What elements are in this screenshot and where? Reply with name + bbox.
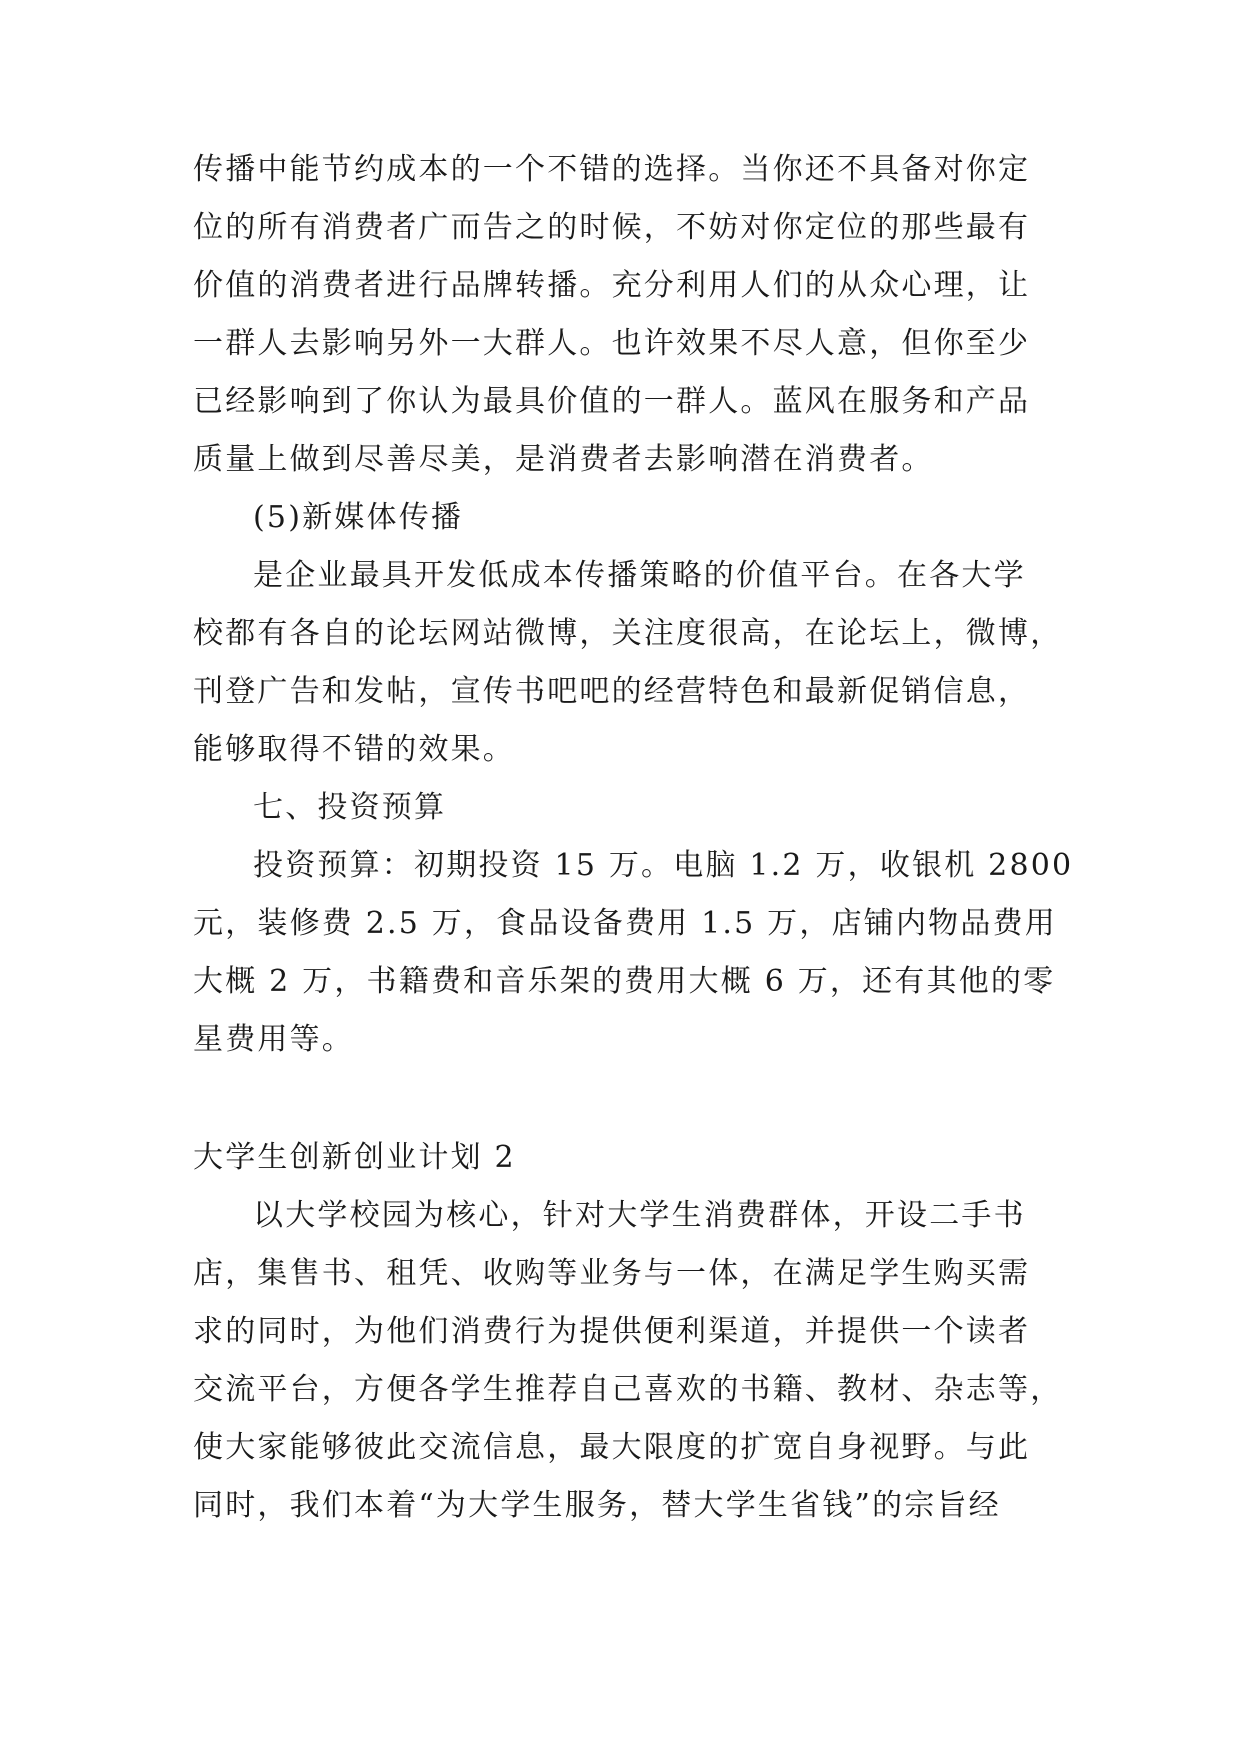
section-heading: (5)新媒体传播 bbox=[253, 500, 464, 535]
paragraph-line: 已经影响到了你认为最具价值的一群人。蓝风在服务和产品 bbox=[193, 384, 1031, 419]
paragraph-line: 价值的消费者进行品牌转播。充分利用人们的从众心理，让 bbox=[193, 268, 1031, 303]
paragraph-line: 大概 2 万，书籍费和音乐架的费用大概 6 万，还有其他的零 bbox=[193, 964, 1056, 999]
paragraph-line: 使大家能够彼此交流信息，最大限度的扩宽自身视野。与此 bbox=[193, 1430, 1031, 1465]
paragraph-line: 元，装修费 2.5 万，食品设备费用 1.5 万，店铺内物品费用 bbox=[193, 906, 1057, 941]
paragraph-line: 传播中能节约成本的一个不错的选择。当你还不具备对你定 bbox=[193, 152, 1031, 187]
paragraph-line: 交流平台，方便各学生推荐自己喜欢的书籍、教材、杂志等， bbox=[193, 1372, 1063, 1407]
paragraph-line: 能够取得不错的效果。 bbox=[193, 732, 515, 767]
paragraph-line: 同时，我们本着“为大学生服务，替大学生省钱”的宗旨经 bbox=[193, 1488, 1001, 1523]
paragraph-line: 一群人去影响另外一大群人。也许效果不尽人意，但你至少 bbox=[193, 326, 1031, 361]
paragraph-line: 刊登广告和发帖，宣传书吧吧的经营特色和最新促销信息， bbox=[193, 674, 1031, 709]
paragraph-line: 以大学校园为核心，针对大学生消费群体，开设二手书 bbox=[253, 1198, 1026, 1233]
paragraph-line: 校都有各自的论坛网站微博，关注度很高，在论坛上，微博， bbox=[193, 616, 1063, 651]
paragraph-line: 星费用等。 bbox=[193, 1022, 354, 1057]
section-heading: 七、投资预算 bbox=[253, 790, 447, 825]
paragraph-line: 店，集售书、租凭、收购等业务与一体，在满足学生购买需 bbox=[193, 1256, 1031, 1291]
paragraph-line: 是企业最具开发低成本传播策略的价值平台。在各大学 bbox=[253, 558, 1026, 593]
document-title: 大学生创新创业计划 2 bbox=[193, 1140, 516, 1175]
paragraph-line: 位的所有消费者广而告之的时候，不妨对你定位的那些最有 bbox=[193, 210, 1031, 245]
paragraph-line: 求的同时，为他们消费行为提供便利渠道，并提供一个读者 bbox=[193, 1314, 1031, 1349]
paragraph-line: 质量上做到尽善尽美，是消费者去影响潜在消费者。 bbox=[193, 442, 934, 477]
paragraph-line: 投资预算：初期投资 15 万。电脑 1.2 万，收银机 2800 bbox=[253, 848, 1074, 883]
